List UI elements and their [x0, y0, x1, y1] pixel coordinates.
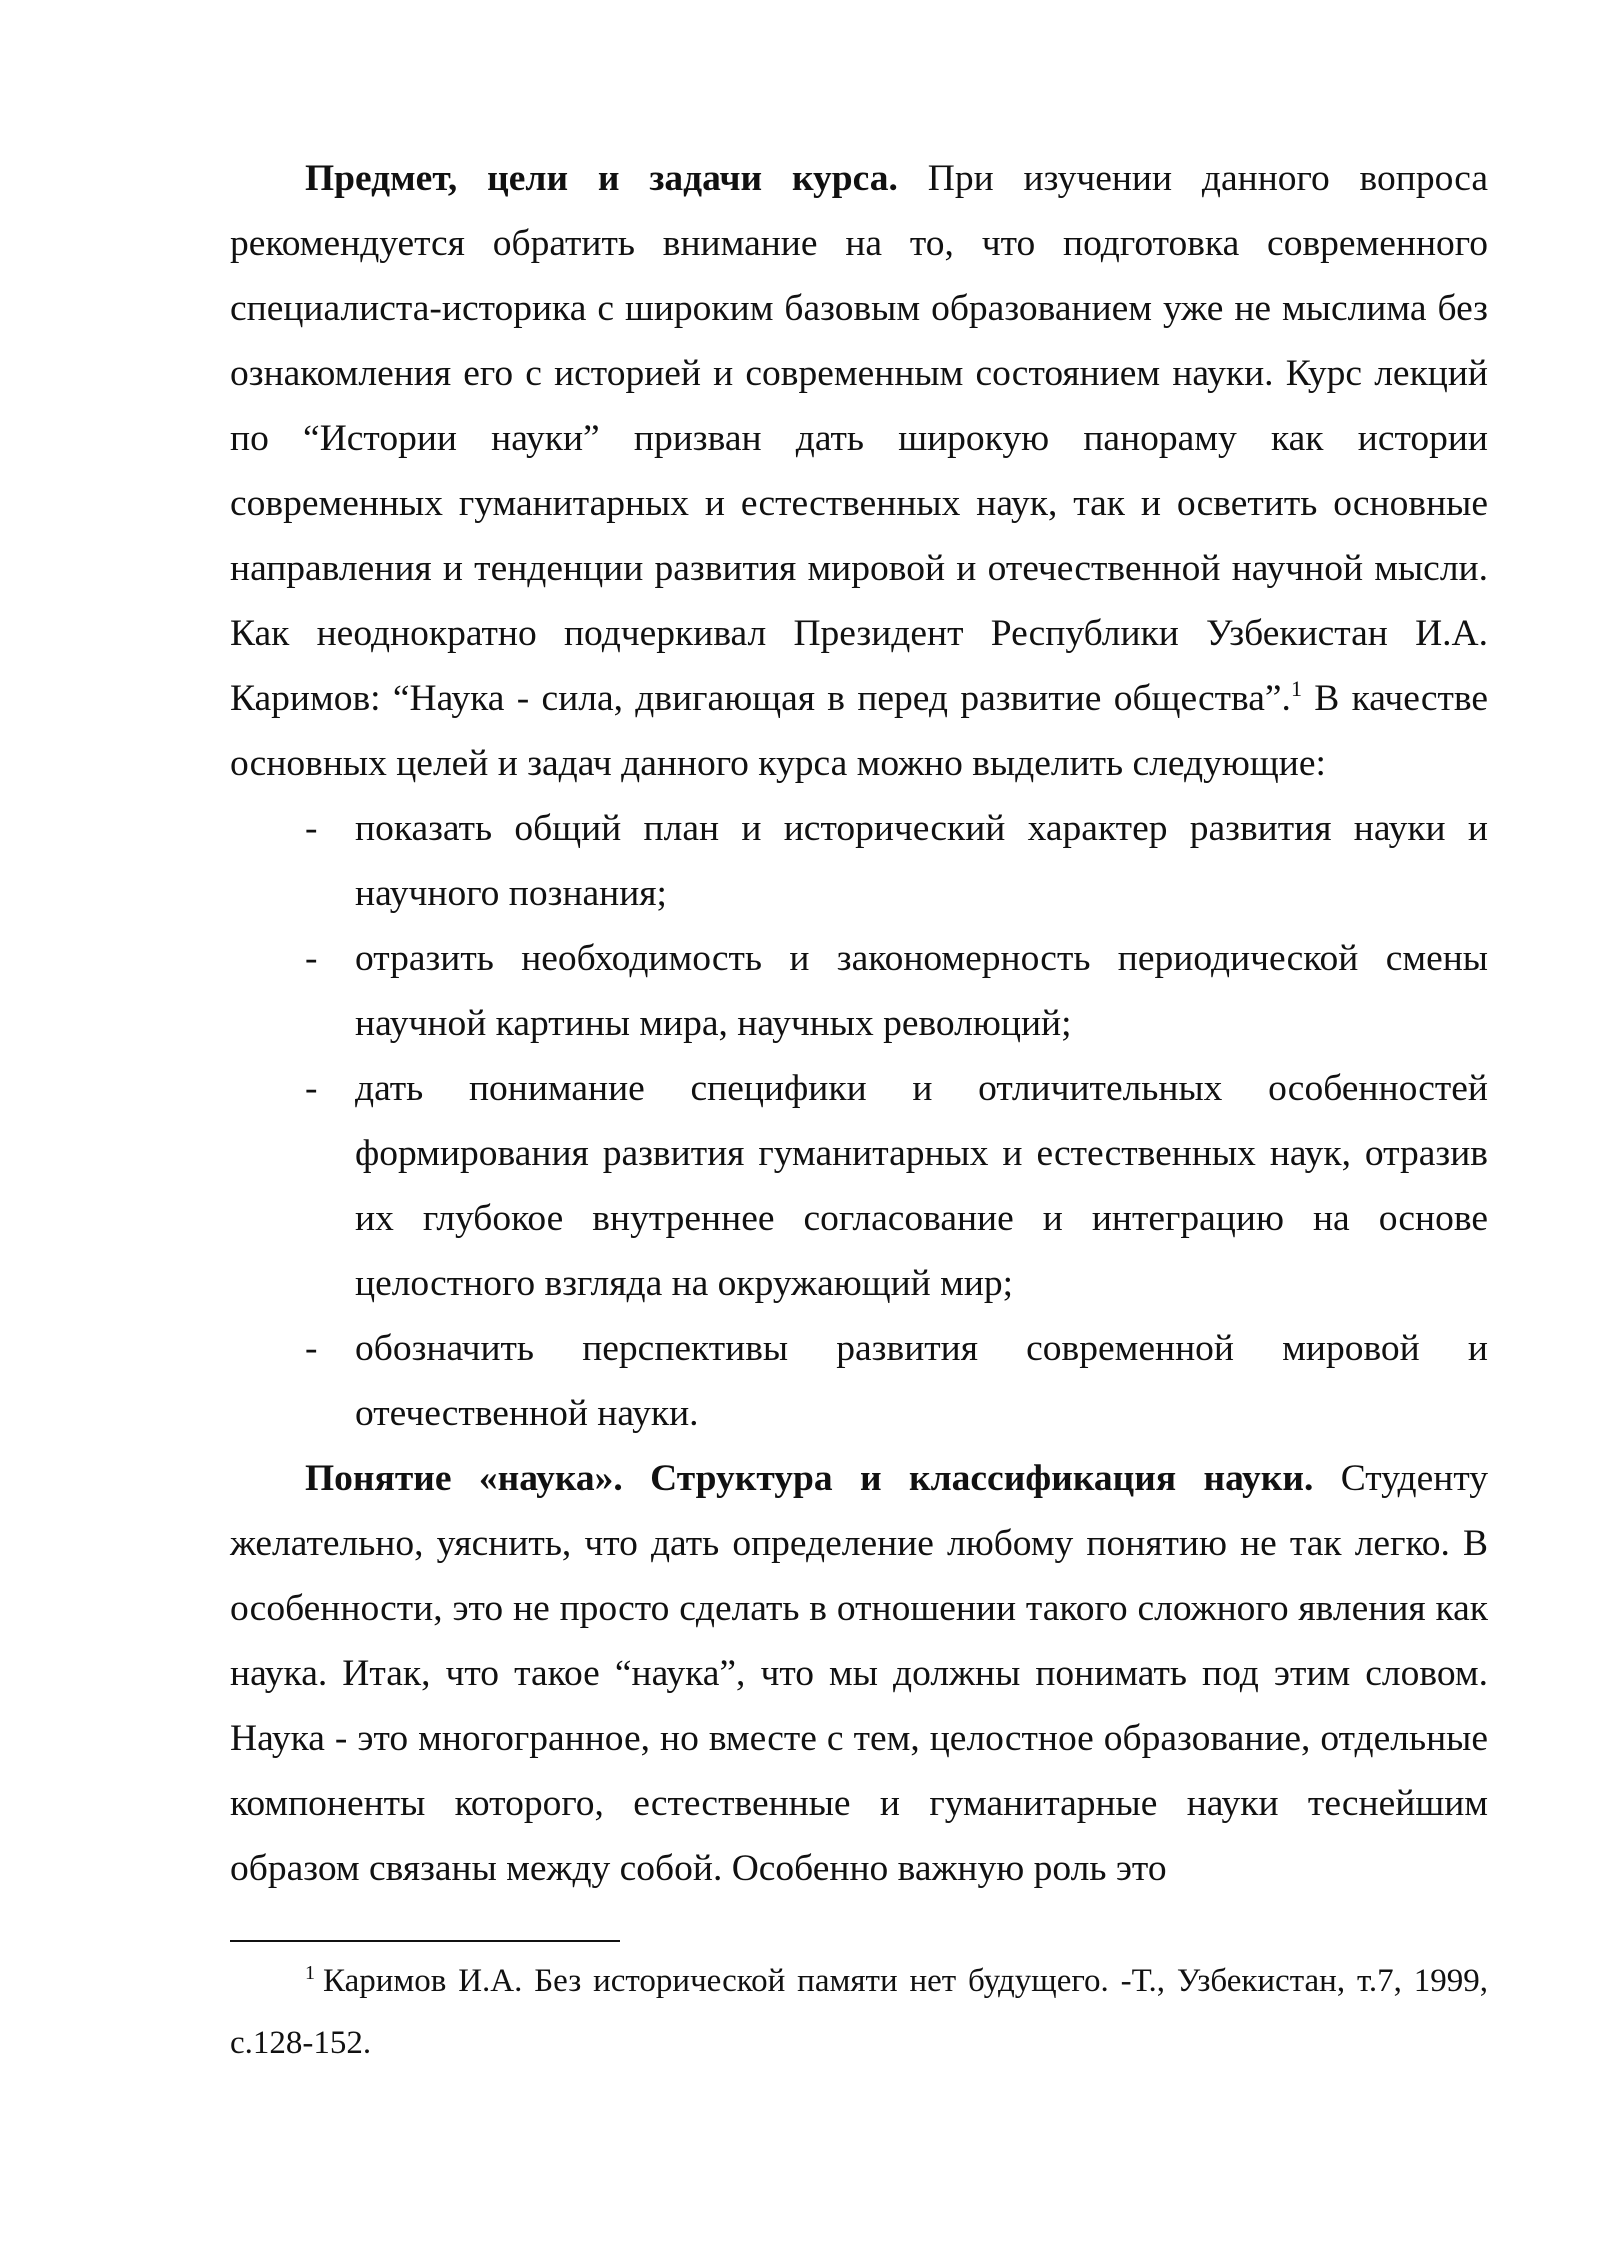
- footnote-mark: 1: [305, 1962, 315, 1984]
- paragraph-course-goals: [230, 146, 1488, 796]
- footnote-text: Каримов И.А. Без исторической памяти нет будущего. -Т., Узбекистан, т.7, 1999, с.128-152.: [230, 1963, 1488, 2061]
- paragraph-text: При изучении данного вопроса рекомендуется обратить внимание на то, что подготовка современного специалиста-историка с широким базовым образованием уже не мыслима без ознакомления его с историей и современным состоянием науки. Курс лекций по “Истории науки” призван дать широкую панораму как истории современных гуманитарных и естественных наук, так и осветить основные направления и тенденции развития мировой и отечественной научной мысли. Как неоднократно подчеркивал Президент Республики Узбекистан И.А. Каримов: “Наука - сила, двигающая в перед развитие общества”.: [230, 158, 1488, 719]
- paragraph-text: Студенту желательно, уяснить, что дать определение любому понятию не так легко. В особенности, это не просто сделать в отношении такого сложного явления как наука. Итак, что такое “наука”, что мы должны понимать под этим словом. Наука - это многогранное, но вместе с тем, целостное образование, отдельные компоненты которого, естественные и гуманитарные науки теснейшим образом связаны между собой. Особенно важную роль это: [230, 1458, 1488, 1889]
- list-dash: -: [305, 938, 318, 979]
- list-item: [230, 926, 1488, 1056]
- list-item: [230, 1056, 1488, 1316]
- section-heading-science-concept: Понятие «наука». Структура и классификация науки.: [305, 1458, 1314, 1499]
- main-text: [230, 146, 1488, 1901]
- list-item-text: отразить необходимость и закономерность периодической смены научной картины мира, научных революций;: [355, 938, 1488, 1044]
- list-item-text: обозначить перспективы развития современной мировой и отечественной науки.: [355, 1328, 1488, 1434]
- footnote-reference[interactable]: 1: [1290, 676, 1302, 701]
- paragraph-text-continued: В качестве основных целей и задач данного курса можно выделить следующие:: [230, 678, 1488, 784]
- section-heading-course-goals: Предмет, цели и задачи курса.: [305, 158, 898, 199]
- list-dash: -: [305, 808, 318, 849]
- list-item: [230, 796, 1488, 926]
- list-item-text: дать понимание специфики и отличительных особенностей формирования развития гуманитарных и естественных наук, отразив их глубокое внутреннее согласование и интеграцию на основе целостного взгляда на окружающий мир;: [355, 1068, 1488, 1304]
- footnote: [230, 1952, 1488, 2072]
- list-item: [230, 1316, 1488, 1446]
- goals-list: [230, 796, 1488, 1446]
- list-item-text: показать общий план и исторический характер развития науки и научного познания;: [355, 808, 1488, 914]
- list-dash: -: [305, 1068, 318, 1109]
- footnote-divider: [230, 1940, 620, 1942]
- paragraph-science-concept: [230, 1446, 1488, 1901]
- list-dash: -: [305, 1328, 318, 1369]
